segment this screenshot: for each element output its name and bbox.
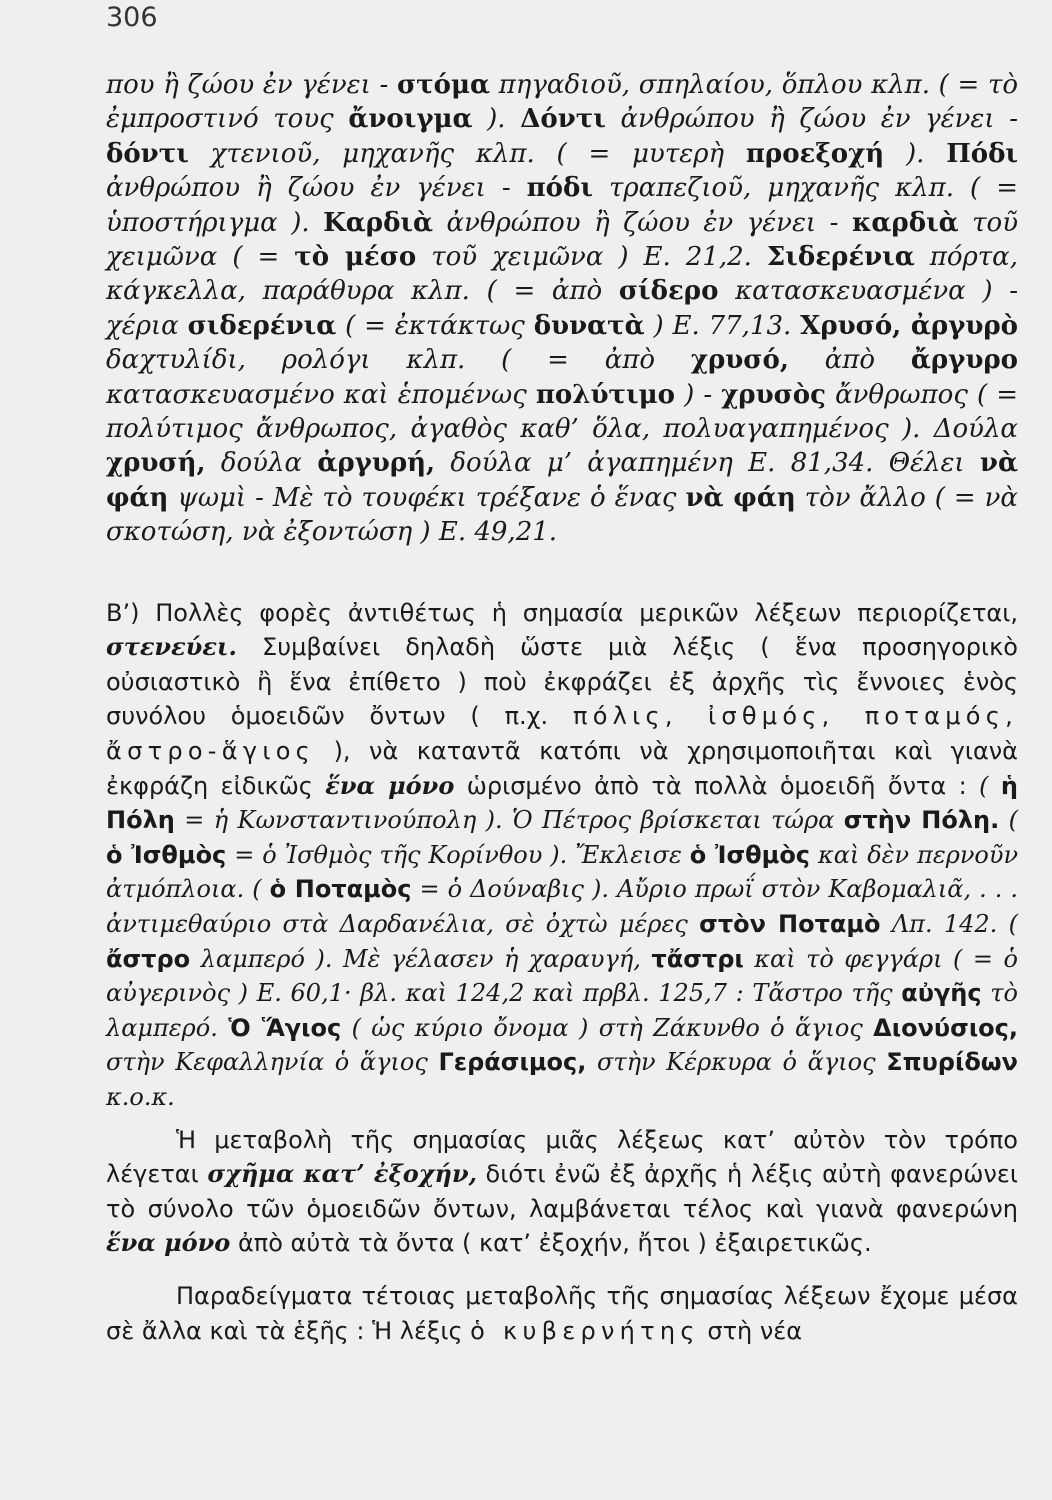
page-number: 306 — [106, 2, 158, 33]
paragraph-examples-intro: Παραδείγματα τέτοιας μεταβολῆς τῆς σημασίας λέξεων ἔχομε μέσα σὲ ἄλλα καὶ τὰ ἑξῆς : Ἡ λέξις ὁ κυβερνήτης στὴ νέα — [106, 1281, 1018, 1345]
spaced-example-word: ὁ κυβερνήτης — [470, 1316, 700, 1345]
spaced-examples: πόλις, ἰσθμός, ποταμός, ἄστρο-ἅγιος — [106, 702, 1019, 766]
paragraph-examples-broadening: που ἢ ζώου ἐν γένει - στόμα πηγαδιοῦ, σπηλαίου, ὅπλου κλπ. ( = τὸ ἐμπροστινό τους ἄνοιγμα ). Δόντι ἀνθρώπου ἢ ζώου ἐν γένει - δόντι χτενιοῦ, μηχανῆς κλπ. ( = μυτερὴ προεξοχή ). Πόδι ἀνθρώπου ἢ ζώου ἐν γένει - πόδι τραπεζιοῦ, μηχανῆς κλπ. ( = ὑποστήριγμα ). Καρδιὰ ἀνθρώπου ἢ ζώου ἐν γένει - καρδιὰ τοῦ χειμῶνα ( = τὸ μέσο τοῦ χειμῶνα ) Ε. 21,2. Σιδερένια πόρτα, κάγκελλα, παράθυρα κλπ. ( = ἀπὸ σίδερο κατασκευασμένα ) - χέρια σιδερένια ( = ἐκτάκτως δυνατὰ ) Ε. 77,13. Χρυσό, ἀργυρὸ δαχτυλίδι, ρολόγι κλπ. ( = ἀπὸ χρυσό, ἀπὸ ἄργυρο κατασκευασμένο καὶ ἑπομένως πολύτιμο ) - χρυσὸς ἄνθρωπος ( = πολύτιμος ἄνθρωπος, ἀγαθὸς καθ’ ὅλα, πολυαγαπημένος ). Δούλα χρυσή, δούλα ἀργυρή, δούλα μ’ ἀγαπημένη Ε. 81,34. Θέλει νὰ φάη ψωμὶ - Μὲ τὸ τουφέκι τρέξανε ὁ ἕνας νὰ φάη τὸν ἄλλο ( = νὰ σκοτώση, νὰ ἐξοντώση ) Ε. 49,21. — [106, 70, 1019, 548]
paragraph-kat-exochin: Ἡ μεταβολὴ τῆς σημασίας μιᾶς λέξεως κατ’ αὐτὸν τὸν τρόπο λέγεται σχῆμα κατ’ ἐξοχήν, διότι ἐνῶ ἐξ ἀρχῆς ἡ λέξις αὐτὴ φανερώνει τὸ σύνολο τῶν ὁμοειδῶν ὄντων, λαμβάνεται τέλος καὶ γιανὰ φανερώνη ἕνα μόνο ἀπὸ αὐτὰ τὰ ὄντα ( κατ’ ἐξοχήν, ἤτοι ) ἐξαιρετικῶς. — [106, 1125, 1019, 1258]
page-body — [106, 68, 1018, 1348]
paragraph-section-b: Β’) Πολλὲς φορὲς ἀντιθέτως ἡ σημασία μερικῶν λέξεων περιορίζεται, στενεύει. Συμβαίνει δηλαδὴ ὥστε μιὰ λέξις ( ἕνα προσηγορικὸ οὐσιαστικὸ ἢ ἕνα ἐπίθετο ) ποὺ ἐκφράζει ἐξ ἀρχῆς τὶς ἔννοιες ἑνὸς συνόλου ὁμοειδῶν ὄντων ( π.χ. πόλις, ἰσθμός, ποταμός, ἄστρο-ἅγιος ), νὰ καταντᾶ κατόπι νὰ χρησιμοποιῆται καὶ γιανὰ ἐκφράζη εἰδικῶς ἕνα μόνο ὡρισμένο ἀπὸ τὰ πολλὰ ὁμοειδῆ ὄντα : ( ἡ Πόλη = ἡ Κωνσταντινούπολη ). Ὁ Πέτρος βρίσκεται τώρα στὴν Πόλη. ( ὁ Ἰσθμὸς = ὁ Ἰσθμὸς τῆς Κορίνθου ). Ἔκλεισε ὁ Ἰσθμὸς καὶ δὲν περνοῦν ἀτμόπλοια. ( ὁ Ποταμὸς = ὁ Δούναβις ). Αὔριο πρωΐ στὸν Καβομαλιᾶ, . . . ἀντιμεθαύριο στὰ Δαρδανέλια, σὲ ὀχτὼ μέρες στὸν Ποταμὸ Λπ. 142. ( ἄστρο λαμπερό ). Μὲ γέλασεν ἡ χαραυγή, τἄστρι καὶ τὸ φεγγάρι ( = ὁ αὐγερινὸς ) Ε. 60,1· βλ. καὶ 124,2 καὶ πρβλ. 125,7 : Τἄστρο τῆς αὐγῆς τὸ λαμπερό. Ὁ Ἅγιος ( ὡς κύριο ὄνομα ) στὴ Ζάκυνθο ὁ ἅγιος Διονύσιος, στὴν Κεφαλληνία ὁ ἅγιος Γεράσιμος, στὴν Κέρκυρα ὁ ἅγιος Σπυρίδων κ.ο.κ. — [106, 598, 1019, 1111]
section-spacer — [106, 550, 1018, 596]
